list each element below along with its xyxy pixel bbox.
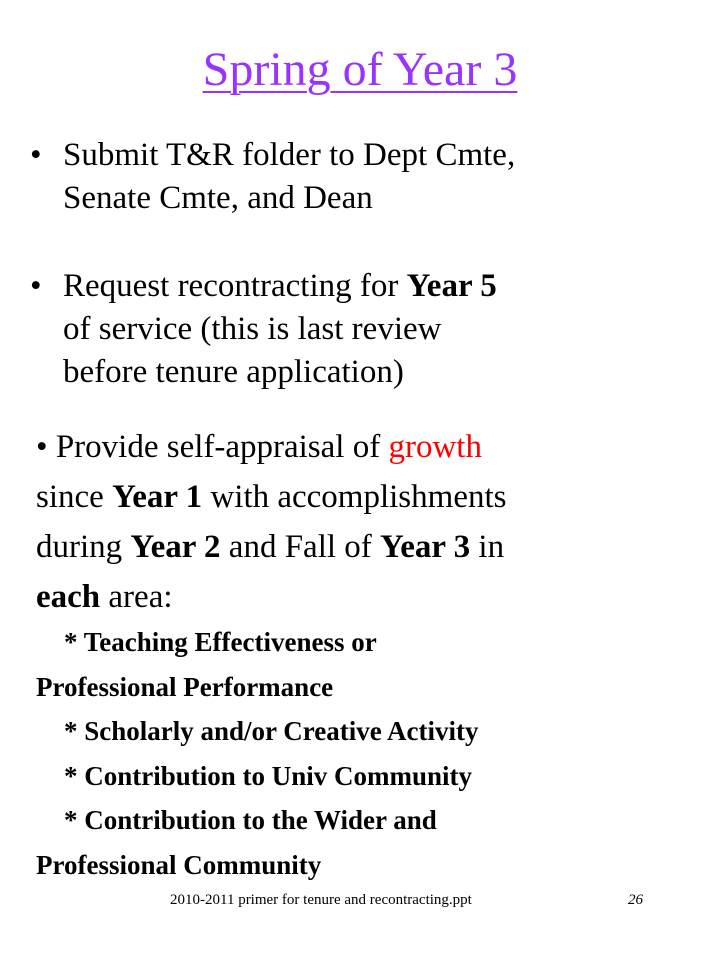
- bullet-recontracting: [30, 265, 700, 394]
- area-item: * Contribution to the Wider and: [64, 805, 437, 835]
- bold-year-3: Year 3: [380, 529, 471, 565]
- bold-year-1: Year 1: [112, 479, 203, 515]
- bullet-line: Senate Cmte, and Dean: [63, 180, 373, 216]
- area-item: * Teaching Effectiveness or: [64, 627, 377, 657]
- appraisal-text: since: [36, 479, 113, 515]
- bold-each: each: [36, 579, 101, 615]
- area-item: * Scholarly and/or Creative Activity: [64, 716, 479, 746]
- appraisal-text: Provide self-appraisal of: [47, 429, 389, 465]
- bullet-marker: •: [36, 429, 48, 465]
- bullet-marker: •: [30, 268, 42, 304]
- bullet-line: of service (this is last review: [63, 311, 442, 347]
- bullet-line: [63, 265, 700, 308]
- bullet-line: Submit T&R folder to Dept Cmte,: [63, 137, 516, 173]
- bullet-text: Request recontracting for: [63, 268, 407, 304]
- area-item: Professional Community: [36, 849, 322, 880]
- appraisal-line: [36, 422, 706, 472]
- bullet-line: before tenure application): [63, 354, 404, 390]
- area-item: Professional Performance: [36, 671, 334, 702]
- bullet-marker: •: [30, 137, 42, 173]
- footer-filename: 2010-2011 primer for tenure and recontracting.ppt: [170, 892, 472, 908]
- bullet-submit-folder: [30, 134, 700, 220]
- appraisal-text: in: [470, 529, 505, 565]
- appraisal-line: [36, 472, 706, 522]
- appraisal-line: [36, 572, 706, 622]
- appraisal-text: and Fall of: [220, 529, 381, 565]
- bullet-self-appraisal: [36, 422, 706, 622]
- appraisal-text: with accomplishments: [202, 479, 507, 515]
- area-item: * Contribution to Univ Community: [64, 760, 473, 791]
- bold-year-2: Year 2: [130, 529, 221, 565]
- appraisal-text: area:: [100, 579, 173, 615]
- appraisal-text: during: [36, 529, 131, 565]
- slide-title: Spring of Year 3: [202, 43, 518, 96]
- bold-year-5: Year 5: [406, 268, 497, 304]
- appraisal-line: [36, 522, 706, 572]
- growth-highlight: growth: [388, 429, 482, 465]
- page-number: 26: [628, 892, 643, 908]
- areas-list: [36, 620, 706, 887]
